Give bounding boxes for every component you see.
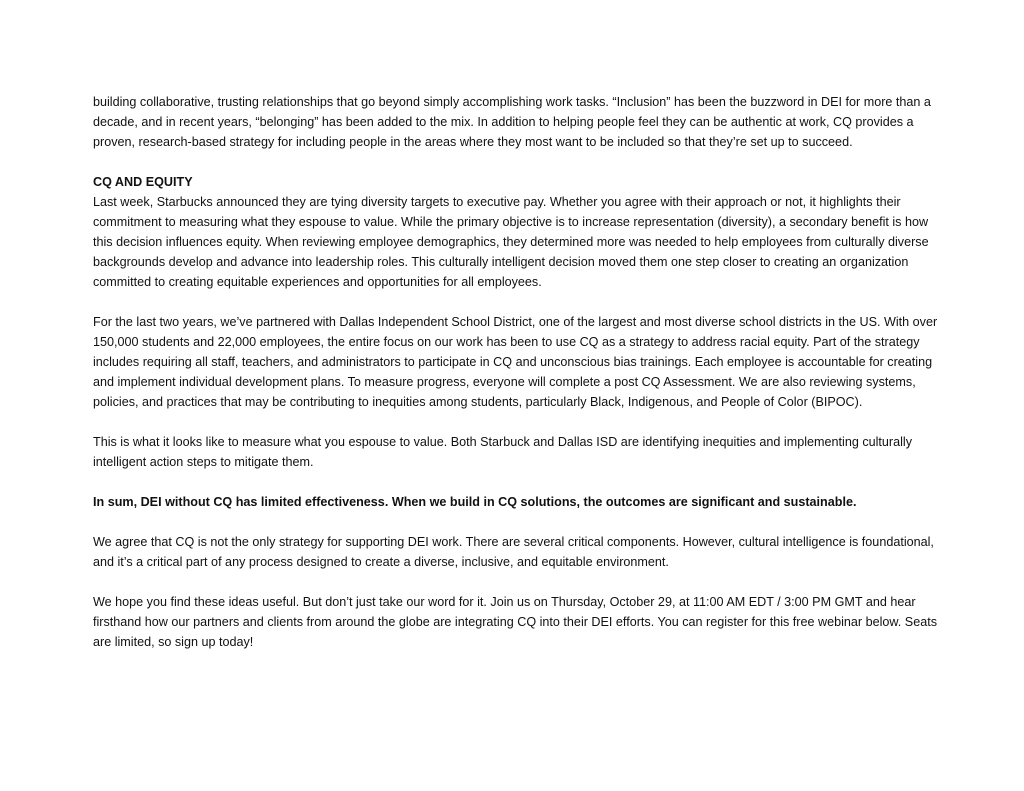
paragraph-dallas: For the last two years, we’ve partnered with Dallas Independent School District, one of the largest and most diverse school districts in the US. With over 150,000 students and 22,000 employees, the entire focus on our work has been to use CQ as a strategy to address racial equity. Part of the strategy includes requiring all staff, teachers, and administrators to participate in CQ and unconscious bias trainings. Each employee is accountable for creating and implement individual development plans. To measure progress, everyone will complete a post CQ Assessment. We are also reviewing systems, policies, and practices that may be contributing to inequities among students, particularly Black, Indigenous, and People of Color (BIPOC). [93,315,938,409]
paragraph-measure: This is what it looks like to measure what you espouse to value. Both Starbuck and Dallas ISD are identifying inequities and implementing culturally intelligent action steps to mitigate them. [93,435,913,469]
paragraph-spacer [93,472,938,492]
paragraph-agree: We agree that CQ is not the only strategy for supporting DEI work. There are several critical components. However, cultural intelligence is foundational, and it’s a critical part of any process designed to create a diverse, inclusive, and equitable environment. [93,535,934,569]
paragraph-spacer [93,412,938,432]
section-heading: CQ AND EQUITY [93,175,193,189]
paragraph-spacer [93,292,938,312]
paragraph-spacer [93,512,938,532]
paragraph-starbucks: Last week, Starbucks announced they are tying diversity targets to executive pay. Whether you agree with their approach or not, it highlights their commitment to measuring what they espouse to value. While the primary objective is to increase representation (diversity), a secondary benefit is how this decision influences equity. When reviewing employee demographics, they determined more was needed to help employees from culturally diverse backgrounds develop and advance into leadership roles. This culturally intelligent decision moved them one step closer to creating an organization committed to creating equitable experiences and opportunities for all employees. [93,195,929,289]
paragraph-intro: building collaborative, trusting relationships that go beyond simply accomplishing work tasks. “Inclusion” has been the buzzword in DEI for more than a decade, and in recent years, “belonging” has been added to the mix. In addition to helping people feel they can be authentic at work, CQ provides a proven, research-based strategy for including people in the areas where they most want to be included so that they’re set up to succeed. [93,95,931,149]
paragraph-spacer [93,572,938,592]
paragraph-spacer [93,152,938,172]
paragraph-webinar: We hope you find these ideas useful. But don’t just take our word for it. Join us on Thursday, October 29, at 11:00 AM EDT / 3:00 PM GMT and hear firsthand how our partners and clients from around the globe are integrating CQ into their DEI efforts. You can register for this free webinar below. Seats are limited, so sign up today! [93,595,938,649]
paragraph-summary: In sum, DEI without CQ has limited effectiveness. When we build in CQ solutions, the outcomes are significant and sustainable. [93,495,857,509]
document-page [93,92,938,652]
